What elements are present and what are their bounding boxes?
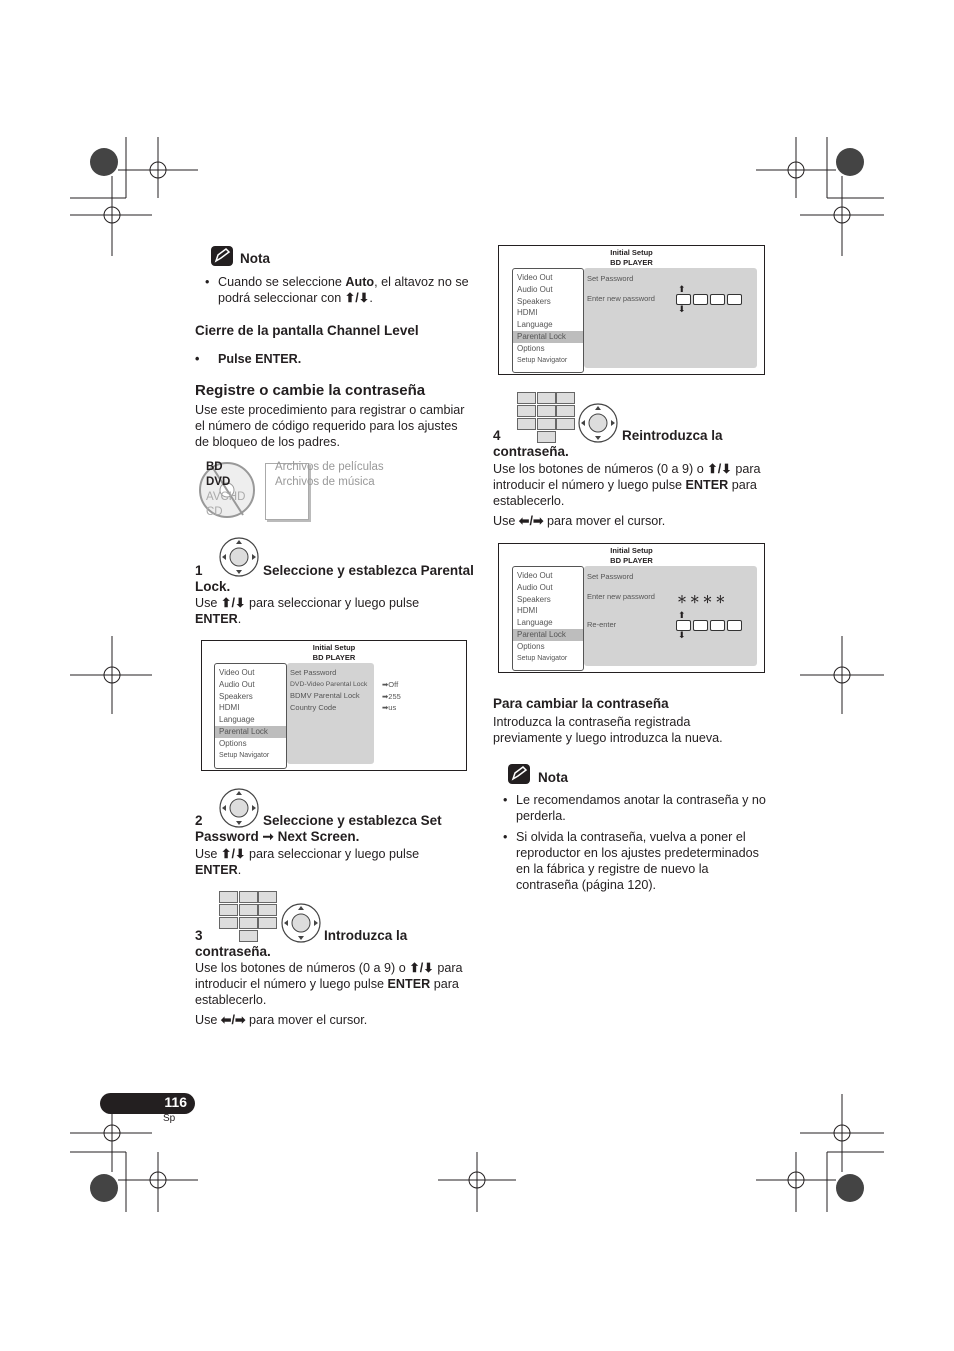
change-password-heading: Para cambiar la contraseña [493,696,669,711]
osd-set-password-screen: Initial Setup BD PLAYER Video Out Audio Out Speakers HDMI Language Parental Lock Options Setup Navigator Set Password Enter new password ⬆ ⬇ [498,245,765,375]
step1-number: 1 [195,563,203,578]
left-right-arrow-icon: ⬅/➡ [220,1013,246,1027]
step1-text: Use ⬆/⬇ para seleccionar y luego pulse ENTER. [195,596,420,626]
osd-reenter-password-screen: Initial Setup BD PLAYER Video Out Audio Out Speakers HDMI Language Parental Lock Options Setup Navigator Set Password Enter new password Re-enter ＊ ＊ ＊ ＊ ⬆ ⬇ [498,543,765,673]
step1-title: Seleccione y establezca Parental Lock. [195,563,474,594]
disc-dvd: DVD [206,476,231,488]
up-down-arrow-icon: ⬆/⬇ [707,462,732,476]
osd-parental-lock-screen: Initial Setup BD PLAYER Video Out Audio Out Speakers HDMI Language Parental Lock Options Setup Navigator Set Password DVD-Video Parental Lock BDMV Parental Lock Country Code ➡Off ➡255 ➡us [201,640,467,771]
osd-values: ➡Off ➡255 ➡us [382,680,401,712]
file-music: Archivos de música [275,476,375,488]
note-pencil-icon [211,246,233,266]
close-channel-heading: Cierre de la pantalla Channel Level [195,323,419,338]
up-down-arrow-icon: ⬆/⬇ [409,961,434,975]
osd-menu: Video Out Audio Out Speakers HDMI Language Parental Lock Options Setup Navigator [512,566,584,671]
note-bullet: • Cuando se seleccione Auto, el altavoz no se podrá seleccionar con ⬆/⬇. [205,275,469,305]
disc-cd: CD [206,506,223,518]
change-password-text: Introduzca la contraseña registrada previamente y luego introduzca la nueva. [493,715,723,745]
step4-number: 4 [493,428,501,443]
note-bullet: • Si olvida la contraseña, vuelva a poner el reproductor en los ajustes predeterminados en la fábrica y registre de nuevo la contraseña (página 120). [503,830,759,892]
osd-panel: Set Password DVD-Video Parental Lock BDMV Parental Lock Country Code [287,663,374,764]
osd-menu: Video Out Audio Out Speakers HDMI Language Parental Lock Options Setup Navigator [512,268,584,373]
masked-password: ＊ ＊ ＊ ＊ [677,595,726,606]
language-code: Sp [163,1113,176,1124]
up-down-arrow-icon: ⬆/⬇ [220,596,246,610]
right-arrow-icon: ➞ [262,829,274,844]
step3-number: 3 [195,928,203,943]
osd-panel: Set Password Enter new password Re-enter [584,566,757,666]
osd-menu-selected: Parental Lock [513,331,583,343]
disc-avchd: AVCHD [206,491,246,503]
step3-text: Use los botones de números (0 a 9) o ⬆/⬇ para introducir el número y luego pulse ENTER para establecerlo. Use ⬅/➡ para mover el cursor. [195,961,463,1027]
osd-menu: Video Out Audio Out Speakers HDMI Language Parental Lock Options Setup Navigator [214,663,287,769]
page-number-badge [100,1093,195,1114]
password-heading: Registre o cambie la contraseña [195,382,426,399]
osd-menu-selected: Parental Lock [215,726,286,738]
step4-title: Reintroduzca la contraseña. [493,428,723,459]
note-pencil-icon [508,764,530,784]
file-type-list [275,460,384,490]
step2-title: Seleccione y establezca Set Password ➞ Next Screen. [195,813,442,844]
osd-panel: Set Password Enter new password [584,268,757,368]
file-movies: Archivos de películas [275,461,384,473]
step2-number: 2 [195,813,203,828]
close-channel-bullet: • Pulse ENTER. [195,352,302,366]
password-intro: Use este procedimiento para registrar o cambiar el número de código requerido para los ajustes de bloqueo de los padres. [195,403,465,449]
step2-text: Use ⬆/⬇ para seleccionar y luego pulse ENTER. [195,847,420,877]
step3-title: Introduzca la contraseña. [195,928,408,959]
up-arrow-icon: ⬆ [678,284,686,294]
down-arrow-icon: ⬇ [678,304,686,314]
up-down-arrow-icon: ⬆/⬇ [344,291,370,305]
password-boxes [676,294,742,305]
up-arrow-icon: ⬆ [678,610,686,620]
step4-text: Use los botones de números (0 a 9) o ⬆/⬇ para introducir el número y luego pulse ENTER para establecerlo. Use ⬅/➡ para mover el cursor. [493,462,761,528]
note-title: Nota [240,251,270,266]
disc-type-list [206,460,245,520]
osd-menu-selected: Parental Lock [513,629,583,641]
up-down-arrow-icon: ⬆/⬇ [220,847,246,861]
note-bullet: • Le recomendamos anotar la contraseña y no perderla. [503,793,766,823]
note-title: Nota [538,770,568,785]
left-right-arrow-icon: ⬅/➡ [518,514,544,528]
password-boxes [676,620,742,631]
page-number: 116 [164,1094,187,1110]
disc-bd: BD [206,461,223,473]
down-arrow-icon: ⬇ [678,630,686,640]
